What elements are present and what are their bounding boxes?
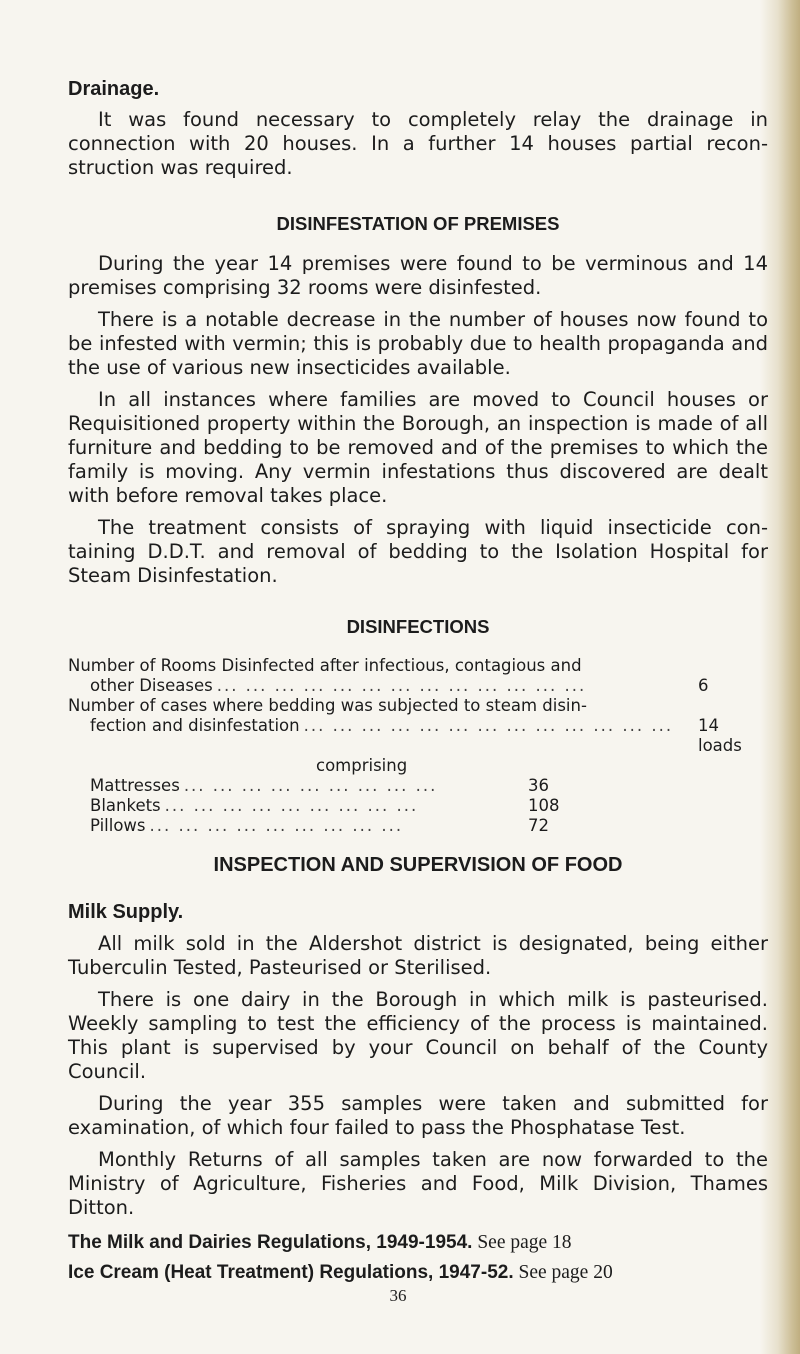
table-row-blankets <box>68 796 560 816</box>
drainage-paragraph: It was found necessary to completely relay the drainage in connection with 20 houses. In a further 14 houses partial recon- struction was required. <box>68 108 768 179</box>
row-bedding-label-1: Number of cases where bedding was subjected to steam disin- <box>68 696 587 715</box>
milk-paragraph-3: During the year 355 samples were taken and submitted for examination, of which four failed to pass the Phosphatase Test. <box>68 1092 768 1139</box>
disinfestation-paragraph-2: There is a notable decrease in the number of houses now found to be infested with vermin; this is probably due to health propaganda and the use of various new insecticides available. <box>68 308 768 379</box>
drainage-heading: Drainage. <box>68 78 160 100</box>
table-row-rooms <box>68 656 768 696</box>
milk-supply-heading: Milk Supply. <box>68 901 184 923</box>
leader-dots: ... ... ... ... ... ... ... ... ... <box>183 776 438 795</box>
row-rooms-label-2: other Diseases <box>90 676 213 695</box>
item-label: Blankets <box>90 796 161 815</box>
item-value: 36 <box>528 776 549 795</box>
disinfestation-heading: DISINFESTATION OF PREMISES <box>276 213 560 234</box>
item-label: Mattresses <box>90 776 180 795</box>
document-page <box>68 78 768 1306</box>
leader-dots: ... ... ... ... ... ... ... ... ... <box>164 796 419 815</box>
disinfestation-paragraph-1: During the year 14 premises were found to be verminous and 14 premises comprising 32 rooms were disinfested. <box>68 252 768 299</box>
leader-dots: ... ... ... ... ... ... ... ... ... ... ... ... ... <box>216 676 587 695</box>
row-bedding-label-2: fection and disinfestation <box>90 716 300 735</box>
disinfections-table <box>68 656 768 836</box>
item-value: 108 <box>528 796 560 815</box>
page-number: 36 <box>389 1286 407 1305</box>
disinfections-heading: DISINFECTIONS <box>346 616 490 637</box>
row-rooms-label-1: Number of Rooms Disinfected after infectious, contagious and <box>68 656 582 675</box>
leader-dots: ... ... ... ... ... ... ... ... ... <box>149 816 404 835</box>
disinfestation-paragraph-4: The treatment consists of spraying with liquid insecticide con- taining D.D.T. and removal of bedding to the Isolation Hospital for Steam Disinfestation. <box>68 516 768 587</box>
table-row-pillows <box>68 816 560 836</box>
regulation-title: Ice Cream (Heat Treatment) Regulations, 1947-52. <box>68 1262 514 1283</box>
regulation-page-ref: See page 18 <box>477 1232 572 1253</box>
milk-paragraph-2: There is one dairy in the Borough in which milk is pasteurised. Weekly sampling to test the efficiency of the process is maintained. This plant is supervised by your Council on behalf of the County Council. <box>68 988 768 1083</box>
food-heading: INSPECTION AND SUPERVISION OF FOOD <box>213 854 623 876</box>
item-value: 72 <box>528 816 549 835</box>
regulation-page-ref: See page 20 <box>518 1262 613 1283</box>
milk-paragraph-4: Monthly Returns of all samples taken are now forwarded to the Ministry of Agriculture, Fisheries and Food, Milk Division, Thames Ditton. <box>68 1148 768 1219</box>
disinfestation-paragraph-3: In all instances where families are moved to Council houses or Requisitioned property within the Borough, an inspection is made of all furniture and bedding to be removed and of the premises to which the family is moving. Any vermin infestations thus discovered are dealt with before removal takes place. <box>68 388 768 507</box>
regulation-line-milk <box>68 1232 768 1254</box>
table-row-mattresses <box>68 776 560 796</box>
comprising-label: comprising <box>316 756 408 775</box>
item-label: Pillows <box>90 816 146 835</box>
regulation-title: The Milk and Dairies Regulations, 1949-1954. <box>68 1232 473 1253</box>
milk-paragraph-1: All milk sold in the Aldershot district is designated, being either Tuberculin Tested, Pasteurised or Sterilised. <box>68 932 768 979</box>
row-bedding-value: 14 loads <box>698 716 742 755</box>
regulation-line-ice-cream <box>68 1262 768 1284</box>
leader-dots: ... ... ... ... ... ... ... ... ... ... ... ... ... <box>303 716 674 735</box>
row-rooms-value: 6 <box>698 676 709 695</box>
table-row-bedding <box>68 696 768 756</box>
